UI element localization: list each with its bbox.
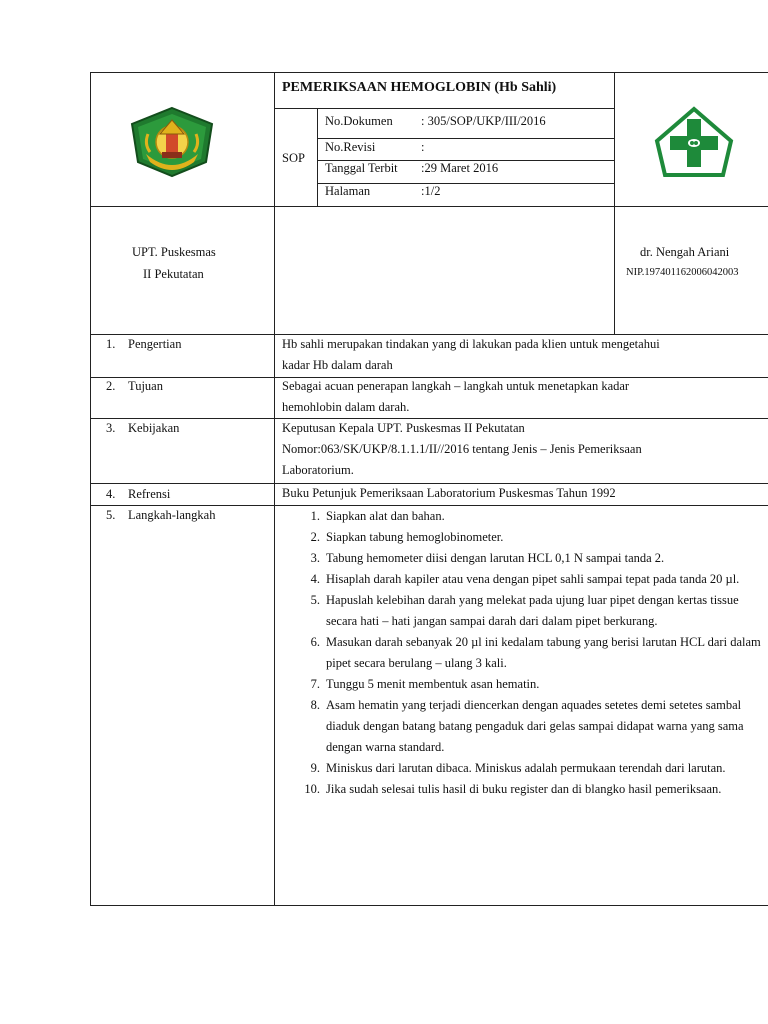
section-label-langkah: Langkah-langkah [128,508,216,522]
section-body-kebijakan [282,418,642,481]
step-text: Masukan darah sebanyak 20 µl ini kedalam tabung yang berisi larutan HCL dari dalam pipet secara berulang – ulang 3 kali. [326,635,761,670]
signatory-name: dr. Nengah Ariani [640,245,730,259]
issue-date-value: :29 Maret 2016 [421,161,499,175]
list-item [300,527,766,548]
list-item [300,569,766,590]
body-line: Buku Petunjuk Pemeriksaan Laboratorium Puskesmas Tahun 1992 [282,486,616,500]
revision-value: : [421,140,425,154]
section-num: 2. [106,379,116,393]
puskesmas-cross-icon [651,105,737,179]
revision-label: No.Revisi [325,140,376,154]
step-text: Miniskus dari larutan dibaca. Miniskus adalah permukaan terendah dari larutan. [326,761,726,775]
signatory-nip: NIP.197401162006042003 [626,267,739,278]
section-num: 4. [106,487,116,501]
section-body-refrensi [282,483,616,504]
list-item [300,632,766,674]
list-item [300,674,766,695]
body-line: Keputusan Kepala UPT. Puskesmas II Pekutatan [282,421,525,435]
body-line: kadar Hb dalam darah [282,358,393,372]
step-text: Hapuslah kelebihan darah yang melekat pada ujung luar pipet dengan kertas tissue secara hati – hati jangan sampai darah dari dalam pipet berkurang. [326,593,739,628]
section-label-pengertian: Pengertian [128,337,182,351]
step-text: Asam hematin yang terjadi diencerkan dengan aquades setetes demi setetes sambal diaduk dengan batang batang pengaduk dari gelas sampai didapat warna yang sama dengan warna standard. [326,698,744,754]
list-item [300,590,766,632]
document-title: PEMERIKSAAN HEMOGLOBIN (Hb Sahli) [282,80,557,95]
list-item [300,695,766,758]
org-name-line1: UPT. Puskesmas [132,245,216,259]
list-item [300,506,766,527]
body-line: Sebagai acuan penerapan langkah – langkah untuk menetapkan kadar [282,379,630,393]
step-number: 7. [310,677,320,691]
list-item [300,758,766,779]
step-text: Siapkan tabung hemoglobinometer. [326,530,504,544]
body-line: Nomor:063/SK/UKP/8.1.1.1/II//2016 tentang Jenis – Jenis Pemeriksaan [282,442,642,456]
step-text: Tabung hemometer diisi dengan larutan HCL 0,1 N sampai tanda 2. [326,551,665,565]
step-number: 6. [310,635,320,649]
step-number: 5. [310,593,320,607]
left-logo [126,104,218,180]
step-number: 10. [304,782,320,796]
step-text: Siapkan alat dan bahan. [326,509,445,523]
section-label-refrensi: Refrensi [128,487,171,501]
body-line: Laboratorium. [282,463,354,477]
section-label-kebijakan: Kebijakan [128,421,180,435]
list-item [300,548,766,569]
page-value: :1/2 [421,184,441,198]
sop-label: SOP [282,151,305,165]
step-text: Hisaplah darah kapiler atau vena dengan pipet sahli sampai tepat pada tanda 20 µl. [326,572,740,586]
section-num: 1. [106,337,116,351]
step-number: 3. [310,551,320,565]
step-number: 4. [310,572,320,586]
step-text: Tunggu 5 menit membentuk asan hematin. [326,677,540,691]
body-line: Hb sahli merupakan tindakan yang di lakukan pada klien untuk mengetahui [282,337,660,351]
step-number: 9. [310,761,320,775]
section-num: 3. [106,421,116,435]
section-body-tujuan [282,376,629,418]
org-name-line2: II Pekutatan [143,267,204,281]
section-num: 5. [106,508,116,522]
section-label-tujuan: Tujuan [128,379,163,393]
doc-number-value: : 305/SOP/UKP/III/2016 [421,114,546,128]
page-label: Halaman [325,184,371,198]
section-body-pengertian [282,334,660,376]
procedure-steps [300,506,766,800]
issue-date-label: Tanggal Terbit [325,161,398,175]
step-number: 8. [310,698,320,712]
list-item [300,779,766,800]
step-number: 2. [310,530,320,544]
right-logo [651,105,737,179]
step-number: 1. [310,509,320,523]
kabupaten-emblem-icon [126,104,218,180]
doc-number-label: No.Dokumen [325,114,393,128]
step-text: Jika sudah selesai tulis hasil di buku register dan di blangko hasil pemeriksaan. [326,782,722,796]
body-line: hemohlobin dalam darah. [282,400,410,414]
